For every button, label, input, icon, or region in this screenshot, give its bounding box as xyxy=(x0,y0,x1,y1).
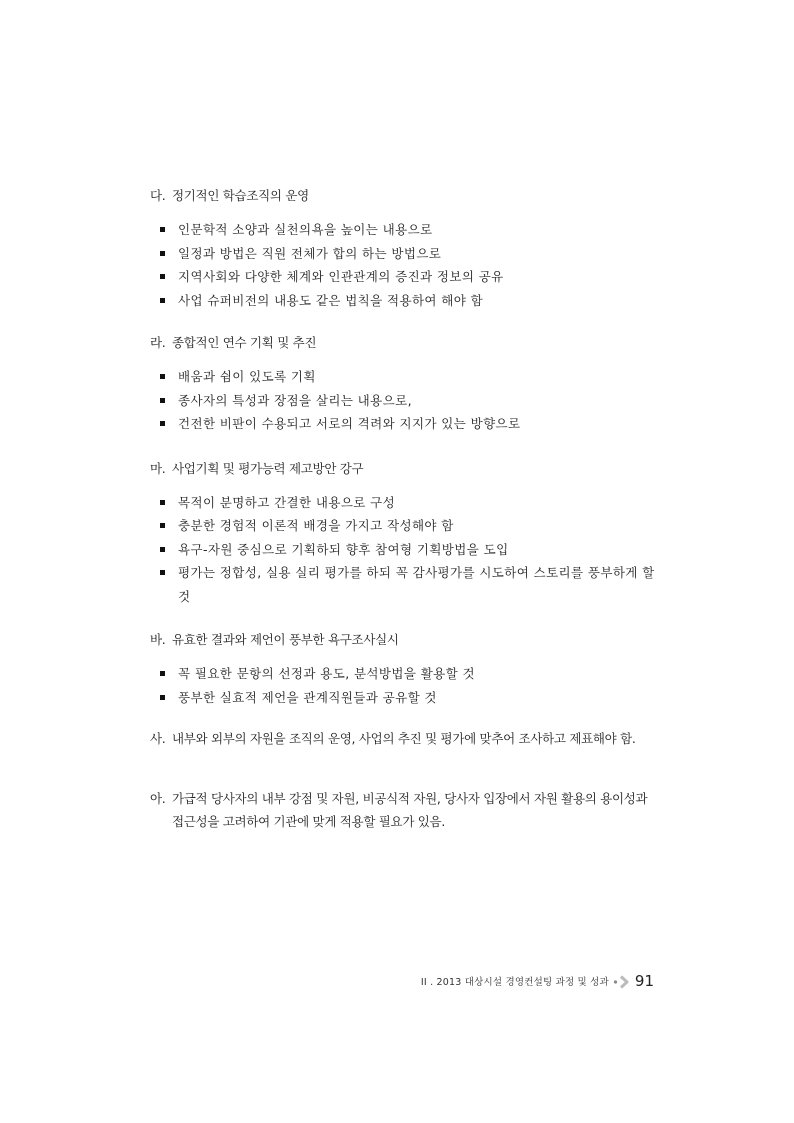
running-head: II . 2013 대상시설 경영컨설팅 과정 및 성과 xyxy=(420,977,609,988)
bullet-text: 목적이 분명하고 간결한 내용으로 구성 xyxy=(178,494,396,510)
bullet-list xyxy=(150,662,660,709)
bullet-text: 사업 슈퍼비전의 내용도 같은 법칙을 적용하여 해야 함 xyxy=(178,292,484,308)
bullet-text: 건전한 비판이 수용되고 서로의 격려와 지지가 있는 방향으로 xyxy=(178,416,521,431)
page-number: 91 xyxy=(634,972,654,990)
bullet-text: 인문학적 소양과 실천의욕을 높이는 내용으로 xyxy=(178,222,433,237)
section-marker: 라. xyxy=(150,335,166,350)
bullet-item xyxy=(150,491,660,515)
bullet-list xyxy=(150,365,660,436)
section-marker: 바. xyxy=(150,632,166,647)
section-marker: 다. xyxy=(150,188,166,203)
bullet-item xyxy=(150,412,660,436)
section-ra xyxy=(150,331,660,436)
square-bullet-icon xyxy=(160,251,165,256)
section-heading xyxy=(150,457,660,481)
section-ba xyxy=(150,628,660,709)
paragraph-marker: 아. xyxy=(150,790,166,806)
bullet-item xyxy=(150,265,660,289)
page-footer xyxy=(421,972,654,990)
bullet-item xyxy=(150,514,660,538)
bullet-text: 일정과 방법은 직원 전체가 합의 하는 방법으로 xyxy=(178,245,442,261)
square-bullet-icon xyxy=(160,500,165,505)
bullet-list xyxy=(150,218,660,312)
section-title: 종합적인 연수 기획 및 추진 xyxy=(172,335,317,350)
bullet-text: 꼭 필요한 문항의 선정과 용도, 분석방법을 활용할 것 xyxy=(178,666,475,681)
bullet-item xyxy=(150,686,660,710)
bullet-text: 풍부한 실효적 제언을 관계직원들과 공유할 것 xyxy=(178,689,437,705)
square-bullet-icon xyxy=(160,547,165,552)
square-bullet-icon xyxy=(160,398,165,403)
section-marker: 마. xyxy=(150,460,166,476)
square-bullet-icon xyxy=(160,570,165,575)
bullet-item xyxy=(150,289,660,313)
section-da xyxy=(150,184,660,312)
page-content xyxy=(150,184,660,834)
bullet-text: 배움과 쉼이 있도록 기획 xyxy=(178,369,316,384)
paragraph-marker: 사. xyxy=(150,731,166,746)
section-heading xyxy=(150,184,660,208)
square-bullet-icon xyxy=(160,274,165,279)
paragraph-text: 가급적 당사자의 내부 강점 및 자원, 비공식적 자원, 당사자 입장에서 자원 활용의 용이성과 xyxy=(172,790,648,806)
square-bullet-icon xyxy=(160,695,165,700)
bullet-text: 종사자의 특성과 장점을 살리는 내용으로, xyxy=(178,392,412,408)
bullet-text: 평가는 정합성, 실용 실리 평가를 하되 꼭 감사평가를 시도하여 스토리를 풍부하게 할 것 xyxy=(178,565,655,604)
paragraph-sa xyxy=(150,727,660,751)
square-bullet-icon xyxy=(160,227,165,232)
section-title: 유효한 결과와 제언이 풍부한 욕구조사실시 xyxy=(172,632,399,647)
square-bullet-icon xyxy=(160,523,165,528)
section-ma xyxy=(150,457,660,609)
paragraph-a xyxy=(150,787,660,834)
bullet-text: 충분한 경험적 이론적 배경을 가지고 작성해야 함 xyxy=(178,518,454,533)
paragraph-continuation: 접근성을 고려하여 기관에 맞게 적용할 필요가 있음. xyxy=(172,814,445,829)
square-bullet-icon xyxy=(160,671,165,676)
section-heading xyxy=(150,331,660,355)
chevron-right-icon xyxy=(613,974,631,988)
section-title: 정기적인 학습조직의 운영 xyxy=(172,188,309,203)
bullet-item xyxy=(150,365,660,389)
square-bullet-icon xyxy=(160,298,165,303)
section-title: 사업기획 및 평가능력 제고방안 강구 xyxy=(172,460,364,476)
bullet-item xyxy=(150,389,660,413)
bullet-item xyxy=(150,561,660,608)
bullet-list xyxy=(150,491,660,609)
bullet-item xyxy=(150,662,660,686)
bullet-item xyxy=(150,218,660,242)
square-bullet-icon xyxy=(160,374,165,379)
paragraph-text: 내부와 외부의 자원을 조직의 운영, 사업의 추진 및 평가에 맞추어 조사하고 제표해야 함. xyxy=(172,731,636,746)
bullet-text: 지역사회와 다양한 체계와 인관관계의 증진과 정보의 공유 xyxy=(178,269,504,284)
square-bullet-icon xyxy=(160,421,165,426)
bullet-text: 욕구-자원 중심으로 기획하되 향후 참여형 기획방법을 도입 xyxy=(178,541,509,557)
section-heading xyxy=(150,628,660,652)
bullet-item xyxy=(150,538,660,562)
bullet-item xyxy=(150,242,660,266)
